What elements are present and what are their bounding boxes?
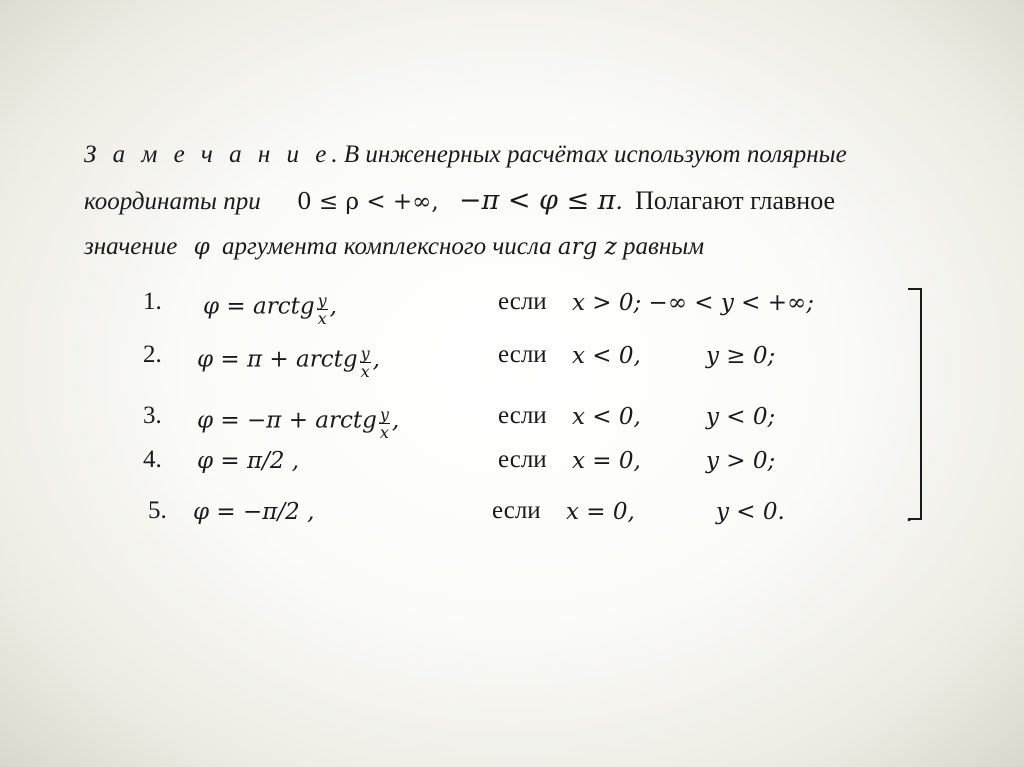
phi-range-dot: . — [615, 189, 623, 215]
formula-expression — [197, 404, 400, 442]
formula-row-5 — [0, 493, 1024, 533]
phi-symbol: φ — [193, 234, 210, 260]
remark-line-3-end: равным — [622, 233, 705, 260]
expr-tail: , — [391, 407, 400, 434]
fraction-numerator: y — [360, 344, 370, 363]
formula-number: 4. — [143, 446, 162, 473]
formula-number: 3. — [143, 402, 162, 429]
formula-row-2 — [0, 337, 1024, 387]
formula-number: 1. — [143, 288, 162, 315]
fraction-denominator: x — [379, 423, 389, 442]
formula-row-1 — [0, 284, 1024, 334]
condition-2: y ≥ 0; — [706, 343, 776, 369]
condition: x = 0, — [566, 499, 635, 525]
right-bracket — [908, 288, 922, 520]
condition: x < 0, — [572, 404, 641, 430]
condition: x > 0; −∞ < y < +∞; — [572, 290, 814, 316]
condition: x < 0, — [572, 343, 641, 369]
remark-line-3 — [84, 224, 704, 270]
fraction-denominator: x — [360, 362, 370, 381]
formula-row-4 — [0, 442, 1024, 482]
remark-line-1-text: . В инженерных расчётах используют полярные — [331, 141, 847, 168]
fraction-numerator: y — [379, 405, 389, 424]
condition-word: если — [498, 402, 547, 429]
condition-word: если — [492, 497, 541, 524]
expr-text: φ = arctg — [203, 293, 315, 320]
condition-word: если — [498, 341, 547, 368]
formula-expression: φ = π/2 , — [197, 448, 300, 474]
remark-line-2-start: координаты при — [84, 188, 261, 215]
expr-tail: , — [372, 346, 380, 373]
fraction-y-over-x — [360, 345, 371, 380]
bracket-dot: . — [906, 500, 913, 527]
rho-range: 0 ≤ ρ < +∞, — [296, 189, 439, 215]
expr-text: φ = −π + arctg — [197, 407, 377, 434]
remark-line-3-start: значение — [84, 233, 178, 260]
fraction-y-over-x — [379, 406, 390, 441]
expr-tail: , — [329, 293, 337, 320]
fraction-numerator: y — [317, 291, 327, 310]
formula-expression — [197, 343, 380, 381]
formula-expression: φ = −π/2 , — [193, 499, 315, 525]
formula-number: 5. — [148, 497, 167, 524]
condition-2: y > 0; — [706, 448, 776, 474]
remark-heading: З а м е ч а н и е — [84, 141, 332, 168]
formula-number: 2. — [143, 341, 162, 368]
remark-line-2-end: Полагают главное — [635, 186, 836, 215]
condition-word: если — [498, 288, 547, 315]
condition: x = 0, — [572, 448, 641, 474]
condition-word: если — [498, 446, 547, 473]
condition-2: y < 0; — [706, 404, 776, 430]
formula-row-3 — [0, 398, 1024, 448]
arg-z: arg z — [557, 234, 617, 260]
remark-line-1 — [84, 132, 847, 178]
expr-text: φ = π + arctg — [197, 346, 358, 373]
formula-expression — [203, 290, 337, 328]
remark-line-2 — [84, 178, 835, 225]
remark-line-3-mid: аргумента комплексного числа — [221, 233, 552, 260]
condition-2: y < 0. — [716, 499, 785, 525]
fraction-denominator: x — [317, 309, 327, 328]
fraction-y-over-x — [317, 292, 328, 327]
phi-range: −π < φ ≤ π — [458, 185, 616, 216]
